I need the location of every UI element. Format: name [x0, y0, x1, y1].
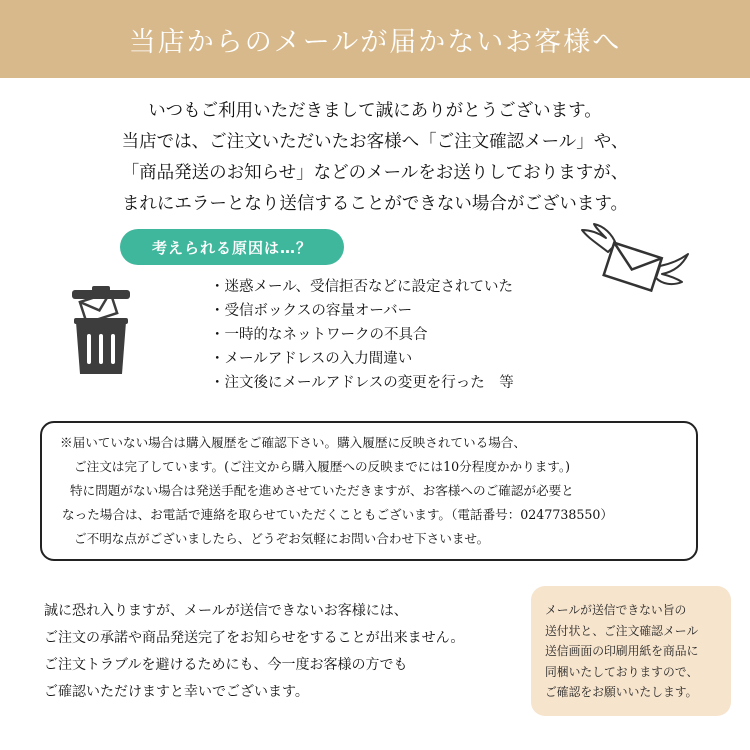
- intro-line: 「商品発送のお知らせ」などのメールをお送りしておりますが、: [121, 163, 629, 183]
- notice-line: 特に問題がない場合は発送手配を進めさせていただきますが、お客様へのご確認が必要と: [70, 483, 574, 498]
- side-note-box: [531, 586, 731, 716]
- list-item: ・一時的なネットワークの不具合: [210, 327, 428, 343]
- page-title: 当店からのメールが届かないお客様へ: [128, 26, 622, 58]
- side-note-line: 送信画面の印刷用紙を商品に: [545, 644, 699, 658]
- winged-envelope-icon: [578, 222, 690, 302]
- side-note-line: ご確認をお願いいたします。: [545, 685, 698, 699]
- header-banner: [0, 0, 750, 78]
- closing-line: ご注文の承諾や商品発送完了をお知らせをすることが出来ません。: [44, 630, 465, 646]
- notice-line: ご注文は完了しています。(ご注文から購入履歴への反映までには10分程度かかります。): [74, 459, 571, 474]
- list-item: ・注文後にメールアドレスの変更を行った 等: [210, 375, 514, 391]
- notice-line: ※届いていない場合は購入履歴をご確認下さい。購入履歴に反映されている場合、: [60, 435, 526, 450]
- causes-heading-badge: 考えられる原因は…？: [120, 229, 344, 265]
- intro-line: いつもご利用いただきまして誠にありがとうございます。: [148, 101, 602, 121]
- side-note-line: メールが送信できない旨の: [545, 603, 687, 617]
- side-note-line: 同梱いたしておりますので、: [545, 664, 699, 679]
- notice-box: [40, 421, 698, 561]
- side-note-line: 送付状と、ご注文確認メール: [545, 623, 699, 638]
- closing-text: [44, 598, 464, 706]
- intro-text: [0, 96, 750, 220]
- notice-line: ご不明な点がございましたら、どうぞお気軽にお問い合わせ下さいませ。: [74, 531, 490, 546]
- causes-list: [210, 275, 514, 395]
- intro-line: 当店では、ご注文いただいたお客様へ「ご注文確認メール」や、: [121, 132, 629, 152]
- closing-line: ご確認いただけますと幸いでございます。: [44, 684, 309, 700]
- closing-line: ご注文トラブルを避けるためにも、今一度お客様の方でも: [44, 657, 408, 673]
- list-item: ・受信ボックスの容量オーバー: [210, 303, 413, 319]
- trash-can-with-envelope-icon: [68, 286, 134, 376]
- list-item: ・メールアドレスの入力間違い: [210, 351, 413, 367]
- intro-line: まれにエラーとなり送信することができない場合がございます。: [121, 194, 629, 214]
- list-item: ・迷惑メール、受信拒否などに設定されていた: [210, 279, 514, 295]
- closing-line: 誠に恐れ入りますが、メールが送信できないお客様には、: [44, 603, 408, 619]
- notice-line: なった場合は、お電話で連絡を取らせていただくこともございます。（電話番号：0247738550）: [62, 507, 614, 522]
